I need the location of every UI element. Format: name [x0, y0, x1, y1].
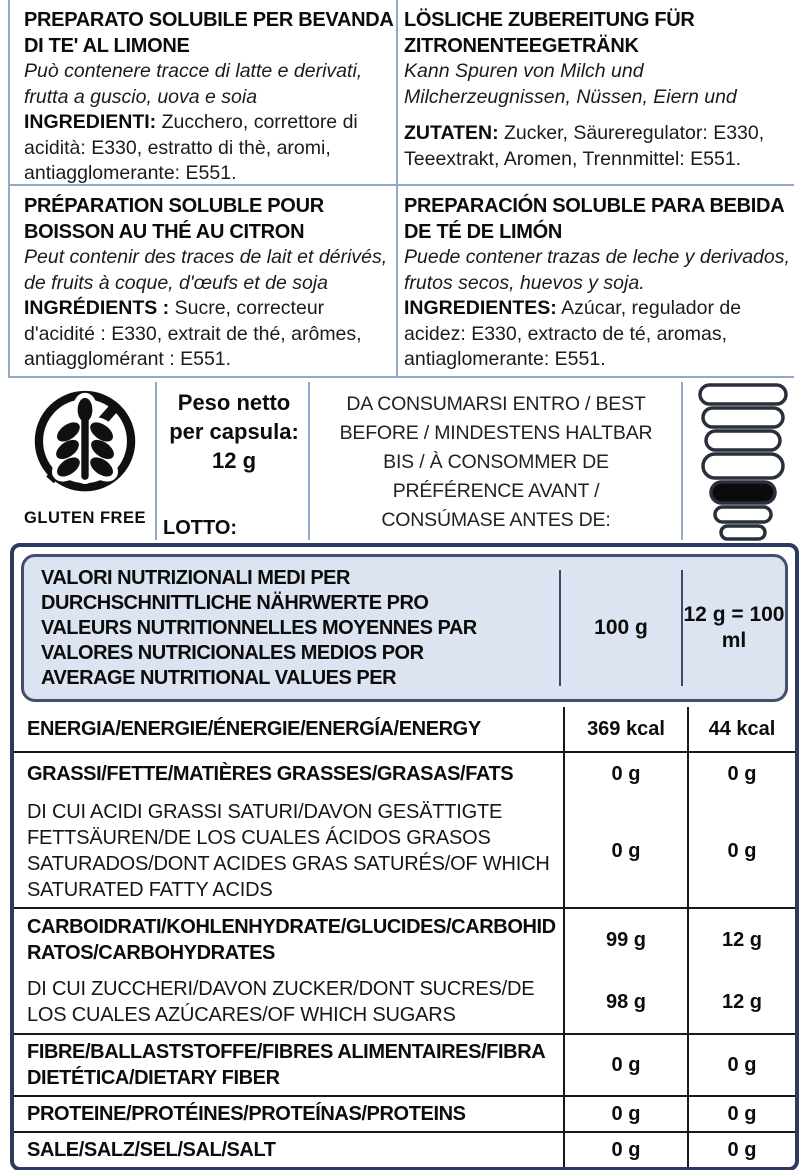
- ingredients-label-fr: INGRÉDIENTS :: [24, 297, 170, 319]
- row-label: DI CUI ZUCCHERI/DAVON ZUCKER/DONT SUCRES/DE LOS CUALES AZÚCARES/OF WHICH SUGARS: [27, 978, 535, 1026]
- allergen-note-fr: Peut contenir des traces de lait et dérivés, de fruits à coque, d'œufs et de soja: [24, 246, 388, 294]
- row-value-12g: 12 g: [687, 909, 795, 971]
- product-name-fr: PRÉPARATION SOLUBLE POUR BOISSON AU THÉ AU CITRON: [24, 195, 324, 243]
- row-value-100g: 0 g: [563, 753, 687, 795]
- best-before-text: DA CONSUMARSI ENTRO / BEST BEFORE / MINDESTENS HALTBAR BIS / À CONSOMMER DE PRÉFÉRENCE AVANT / CONSÚMASE ANTES DE:: [339, 393, 653, 531]
- table-row-sugars: [14, 971, 795, 1035]
- table-row-fats: [14, 753, 795, 795]
- divider-mid-3: [681, 382, 683, 540]
- gluten-free-label: GLUTEN FREE: [24, 509, 146, 527]
- panel-italian: [24, 8, 396, 187]
- ingredients-label-es: INGREDIENTES:: [404, 297, 557, 319]
- row-label: GRASSI/FETTE/MATIÈRES GRASSES/GRASAS/FATS: [27, 763, 514, 785]
- row-value-100g: 0 g: [563, 795, 687, 907]
- ingredients-label-it: INGREDIENTI:: [24, 111, 157, 133]
- allergen-note-de: Kann Spuren von Milch und Milcherzeugnissen, Nüssen, Eiern und: [404, 60, 737, 108]
- nutrition-table: [10, 543, 799, 1170]
- ingredients-text-de: Zucker, Säureregulator: E330, Teeextrakt, Aromen, Trennmittel: E551.: [404, 122, 765, 170]
- table-row-energy: [14, 707, 795, 753]
- product-name-de: LÖSLICHE ZUBEREITUNG FÜR ZITRONENTEEGETRÄNK: [404, 9, 695, 57]
- row-label: ENERGIA/ENERGIE/ÉNERGIE/ENERGÍA/ENERGY: [27, 718, 481, 740]
- row-value-12g: 0 g: [687, 795, 795, 907]
- nutrition-title: [24, 566, 559, 691]
- allergen-note-it: Può contenere tracce di latte e derivati, frutta a guscio, uova e soia: [24, 60, 363, 108]
- row-value-12g: 44 kcal: [687, 707, 795, 751]
- row-value-12g: 0 g: [687, 1097, 795, 1131]
- row-label: FIBRE/BALLASTSTOFFE/FIBRES ALIMENTAIRES/FIBRA DIETÉTICA/DIETARY FIBER: [27, 1041, 545, 1089]
- row-value-12g: 0 g: [687, 753, 795, 795]
- best-before-block: [318, 390, 674, 536]
- row-value-12g: 12 g: [687, 971, 795, 1033]
- ingredients-it: [24, 110, 396, 187]
- divider-panels-bottom: [8, 376, 794, 378]
- ingredients-text-it: Zucchero, correttore di acidità: E330, estratto di thè, aromi, antiagglomerante: E551.: [24, 111, 358, 184]
- row-value-12g: 0 g: [687, 1133, 795, 1167]
- capsule-stack-block: [692, 382, 794, 547]
- net-weight-block: [163, 388, 305, 540]
- ingredients-fr: [24, 296, 398, 373]
- net-weight-value: 12 g: [211, 448, 257, 473]
- row-value-100g: 98 g: [563, 971, 687, 1033]
- nutrition-title-line: VALORES NUTRICIONALES MEDIOS POR: [41, 641, 424, 664]
- divider-mid-1: [155, 382, 157, 540]
- row-label: SALE/SALZ/SEL/SAL/SALT: [27, 1139, 276, 1161]
- product-name-es: PREPARACIÓN SOLUBLE PARA BEBIDA DE TÉ DE LIMÓN: [404, 195, 784, 243]
- divider-left: [8, 0, 10, 377]
- ingredients-text-fr: Sucre, correcteur d'acidité : E330, extrait de thé, arômes, antiagglomérant : E551.: [24, 297, 362, 370]
- ingredients-es: [404, 296, 796, 373]
- table-row-fiber: [14, 1035, 795, 1097]
- table-row-salt: [14, 1133, 795, 1167]
- row-value-100g: 99 g: [563, 909, 687, 971]
- crossed-grain-icon: [25, 384, 145, 502]
- row-value-100g: 0 g: [563, 1133, 687, 1167]
- nutrition-title-line: VALEURS NUTRITIONNELLES MOYENNES PAR: [41, 616, 477, 639]
- table-row-proteins: [14, 1097, 795, 1133]
- panel-spanish: [404, 194, 796, 373]
- lot-label: LOTTO:: [163, 517, 238, 539]
- row-value-100g: 0 g: [563, 1035, 687, 1095]
- row-value-100g: 0 g: [563, 1097, 687, 1131]
- divider-mid-2: [308, 382, 310, 540]
- panel-german: [404, 8, 792, 172]
- row-value-100g: 369 kcal: [563, 707, 687, 751]
- net-weight-label: Peso netto per capsula:: [169, 390, 299, 444]
- row-label: PROTEINE/PROTÉINES/PROTEÍNAS/PROTEINS: [27, 1103, 466, 1125]
- allergen-note-es: Puede contener trazas de leche y derivados, frutos secos, huevos y soja.: [404, 246, 790, 294]
- product-name-it: PREPARATO SOLUBILE PER BEVANDA DI TE' AL LIMONE: [24, 9, 393, 57]
- row-value-12g: 0 g: [687, 1035, 795, 1095]
- nutrition-body: [14, 707, 795, 1167]
- ingredients-label-de: ZUTATEN:: [404, 122, 499, 144]
- nutrition-header: [21, 554, 788, 702]
- nutrition-title-line: VALORI NUTRIZIONALI MEDI PER: [41, 566, 350, 589]
- nutrition-title-line: DURCHSCHNITTLICHE NÄHRWERTE PRO: [41, 591, 429, 614]
- column-header-100g: 100 g: [594, 616, 648, 639]
- capsule-intensity-icon: [692, 382, 794, 542]
- column-header-12g: 12 g = 100 ml: [683, 603, 785, 652]
- row-label: CARBOIDRATI/KOHLENHYDRATE/GLUCIDES/CARBOHIDRATOS/CARBOHYDRATES: [27, 916, 556, 964]
- ingredients-de: [404, 121, 792, 172]
- row-label: DI CUI ACIDI GRASSI SATURI/DAVON GESÄTTIGTE FETTSÄUREN/DE LOS CUALES ÁCIDOS GRASOS SATURADOS/DONT ACIDES GRAS SATURÉS/OF WHICH SATURATED FATTY ACIDS: [27, 801, 550, 901]
- ingredients-text-es: Azúcar, regulador de acidez: E330, extracto de té, aromas, antiaglomerante: E551.: [404, 297, 742, 370]
- table-row-saturated-fats: [14, 795, 795, 909]
- nutrition-title-line: AVERAGE NUTRITIONAL VALUES PER: [41, 666, 397, 689]
- gluten-free-badge: [22, 384, 148, 528]
- panel-french: [24, 194, 398, 373]
- table-row-carbohydrates: [14, 909, 795, 971]
